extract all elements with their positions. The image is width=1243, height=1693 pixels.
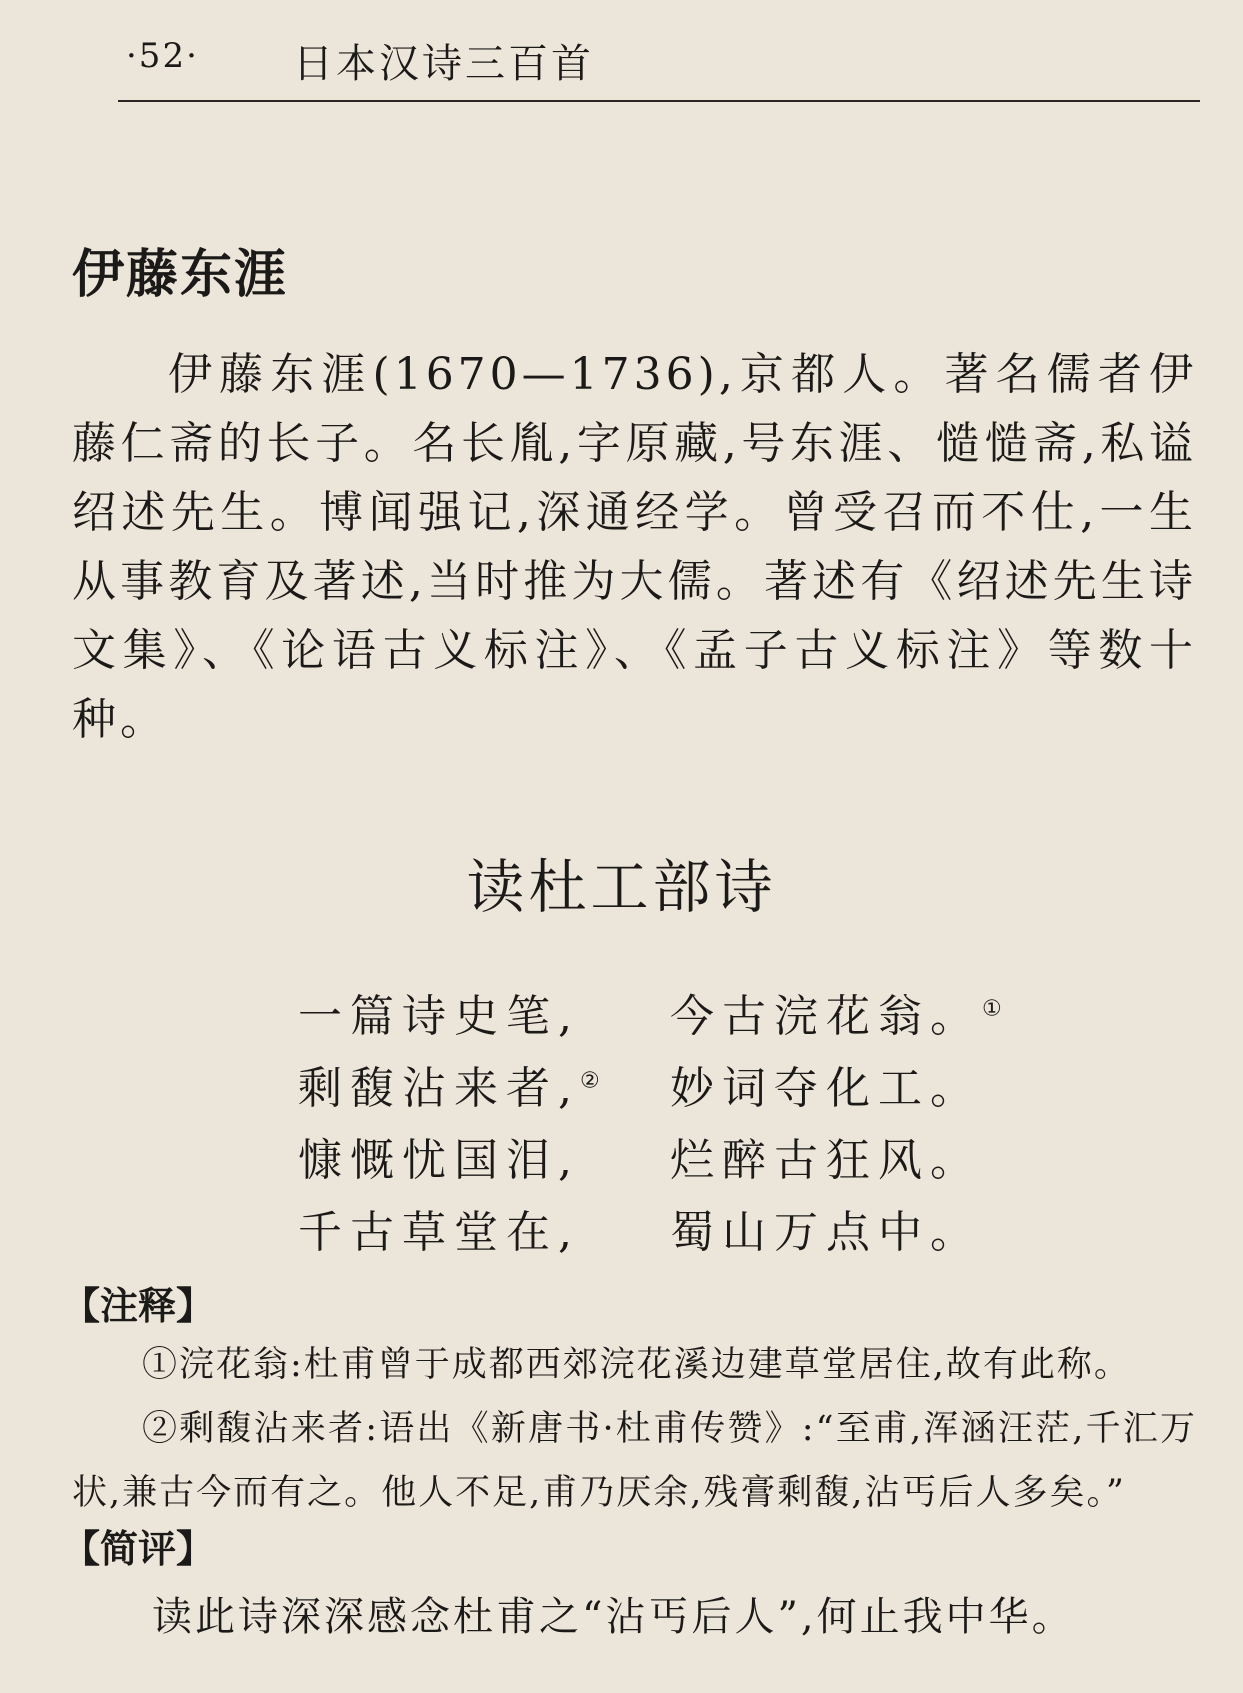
poem-line-second-half: 妙词夺化工。	[670, 1063, 982, 1114]
notes-heading: 【注释】	[62, 1284, 215, 1328]
poem-line	[298, 1196, 1018, 1268]
poem-body	[298, 980, 1018, 1268]
poem-line-second-half: 蜀山万点中。	[670, 1207, 982, 1258]
note-item: ②剩馥沾来者:语出《新唐书·杜甫传赞》:“至甫,浑涵汪茫,千汇万状,兼古今而有之。他人不足,甫乃厌余,残膏剩馥,沾丐后人多矣。”	[72, 1409, 1197, 1513]
poem-line-second-half: 烂醉古狂风。	[670, 1135, 982, 1186]
author-bio: 伊藤东涯(1670—1736),京都人。著名儒者伊藤仁斋的长子。名长胤,字原藏,号东涯、慥慥斋,私谥绍述先生。博闻强记,深通经学。曾受召而不仕,一生从事教育及著述,当时推为大儒。著述有《绍述先生诗文集》、《论语古义标注》、《孟子古义标注》等数十种。	[72, 349, 1197, 745]
page-header	[118, 28, 1200, 102]
commentary-text: 读此诗深深感念杜甫之“沾丐后人”,何止我中华。	[152, 1594, 1075, 1640]
poem-line-second-half: 今古浣花翁。①	[670, 991, 1002, 1042]
poem-line-first-half: 千古草堂在,	[298, 1207, 580, 1258]
footnote-marker: ①	[982, 996, 1002, 1022]
poem-line-first-half: 剩馥沾来者,②	[298, 1063, 600, 1114]
note-item: ①浣花翁:杜甫曾于成都西郊浣花溪边建草堂居住,故有此称。	[142, 1345, 1131, 1385]
poem-line	[298, 1124, 1018, 1196]
author-heading: 伊藤东涯	[72, 245, 289, 305]
book-title: 日本汉诗三百首	[293, 41, 594, 87]
poem-line-first-half: 慷慨忧国泪,	[298, 1135, 580, 1186]
poem-line	[298, 980, 1018, 1052]
poem-title: 读杜工部诗	[466, 853, 777, 921]
commentary-heading: 【简评】	[62, 1527, 215, 1571]
footnote-marker: ②	[580, 1068, 600, 1094]
poem-line	[298, 1052, 1018, 1124]
poem-line-first-half: 一篇诗史笔,	[298, 991, 580, 1042]
page-number: ·52·	[126, 36, 199, 76]
